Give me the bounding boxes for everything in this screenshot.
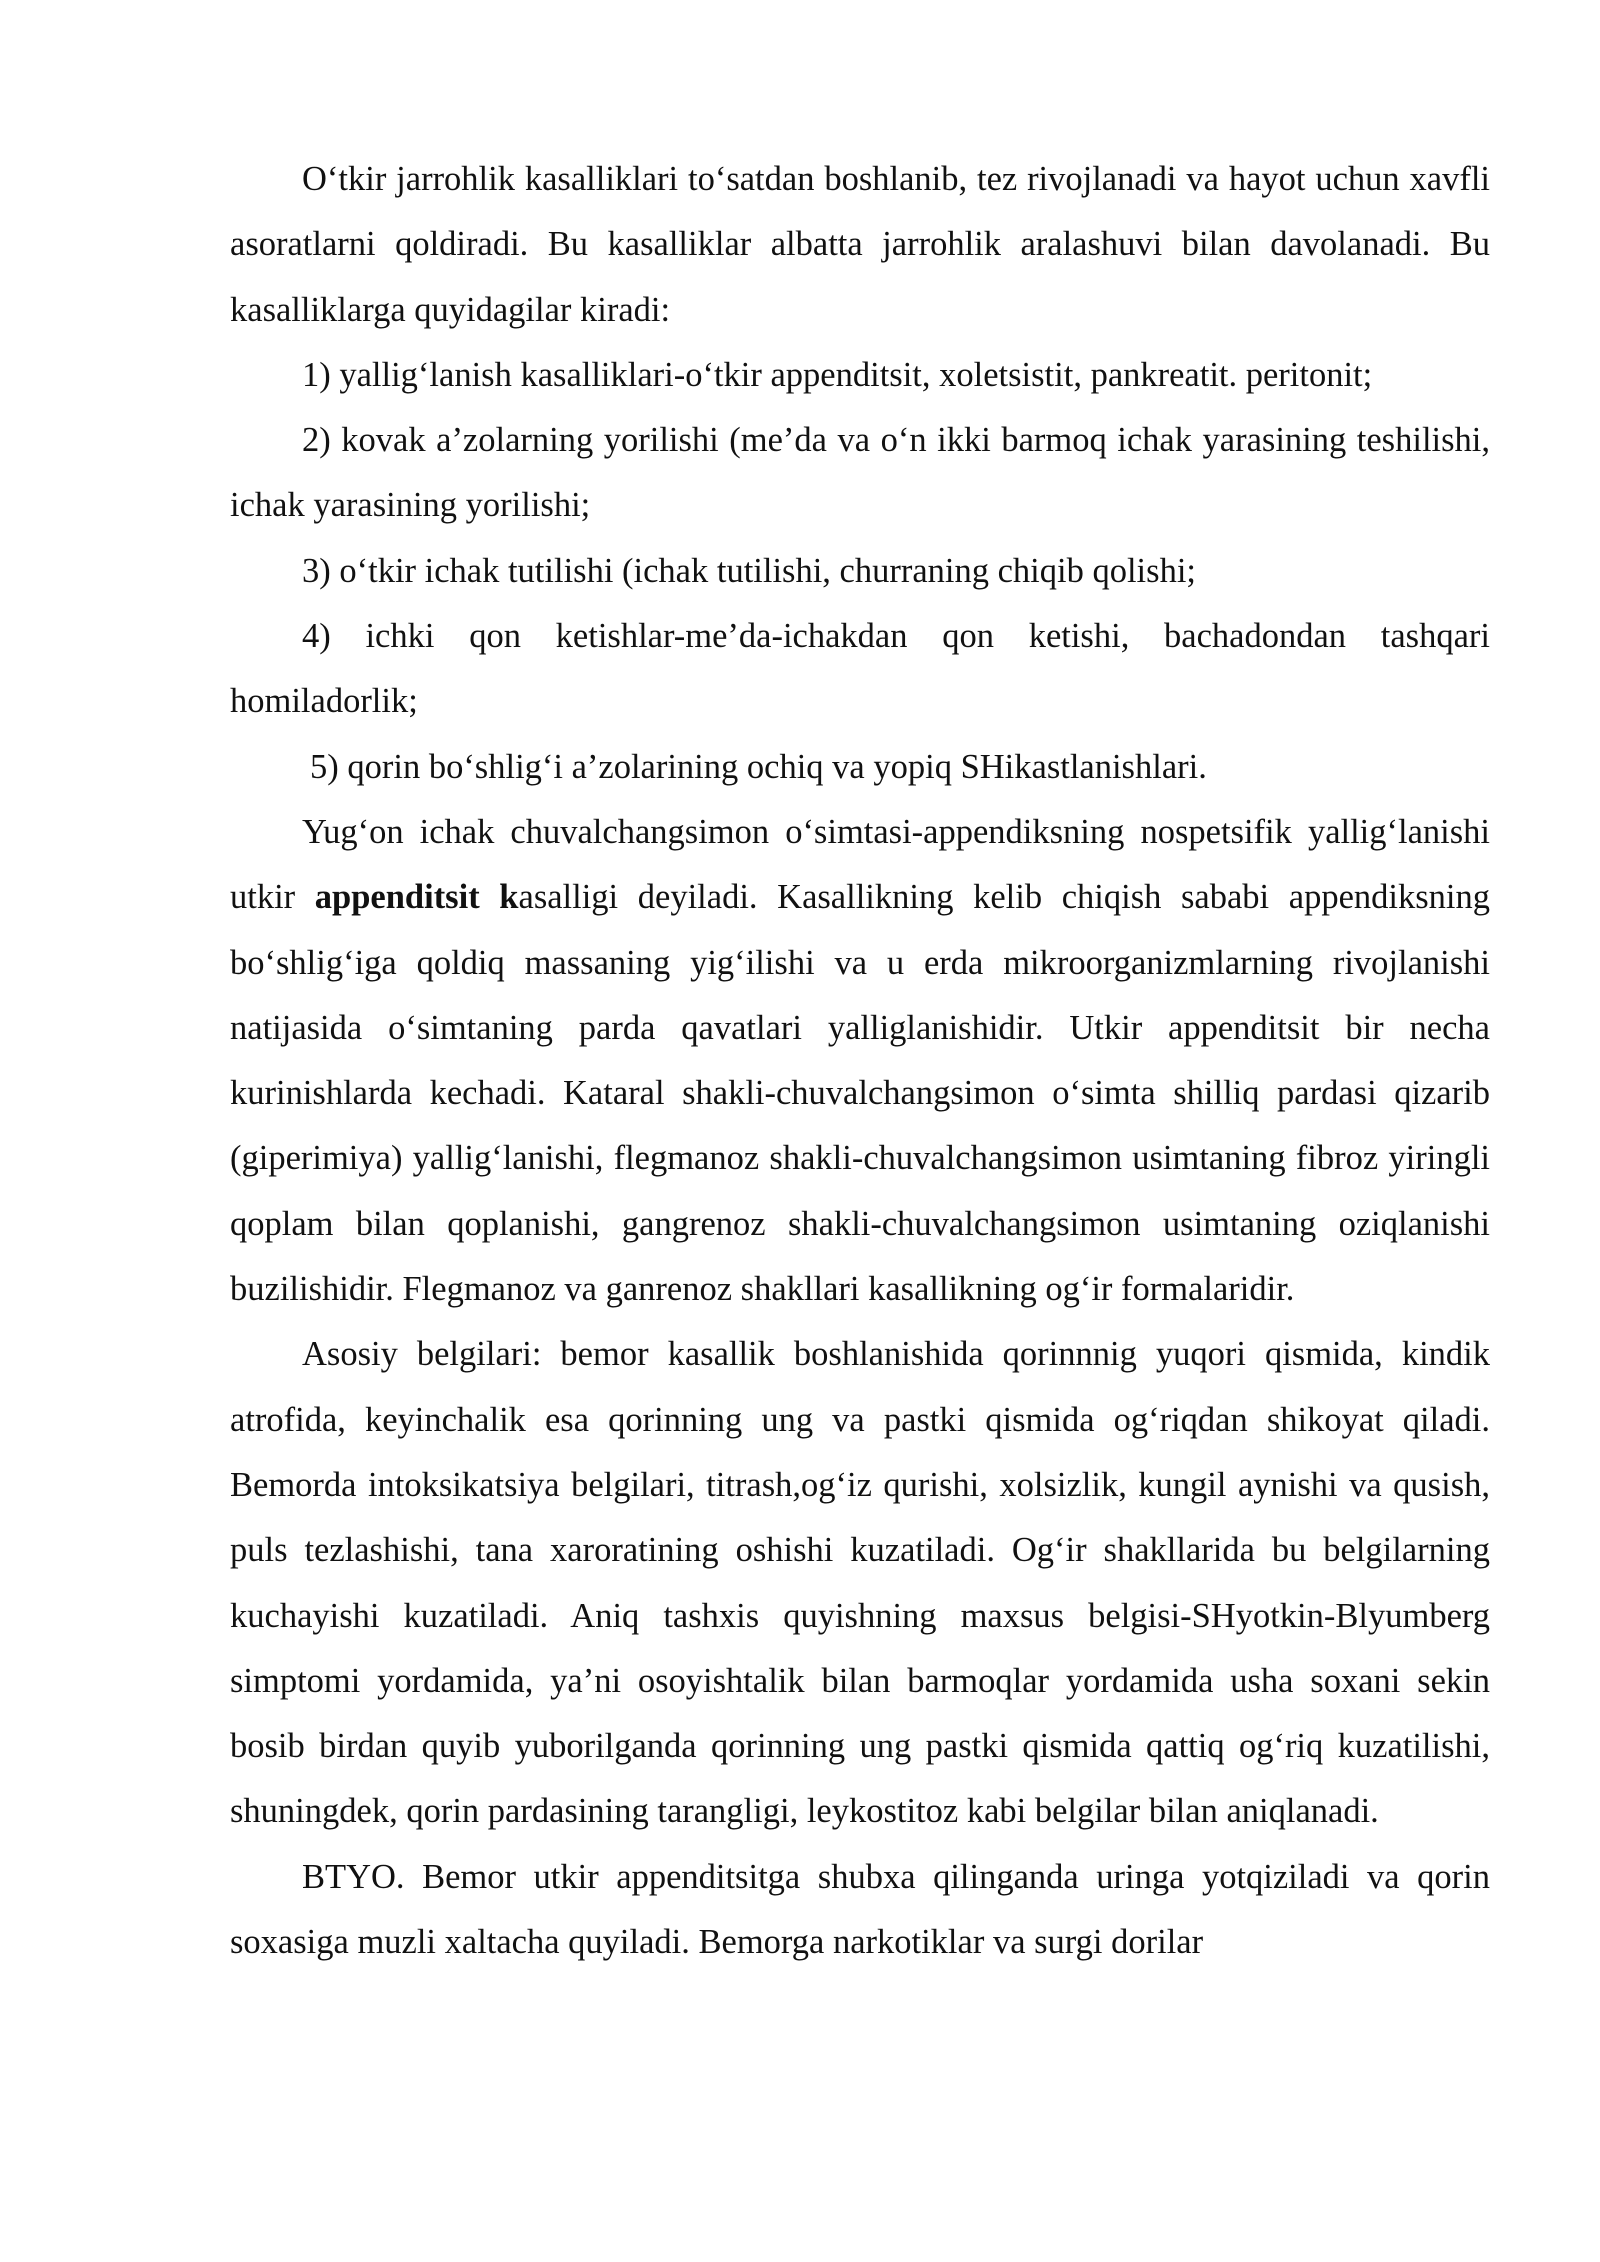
paragraph-btyo: BTYO. Bemor utkir appenditsitga shubxa qilinganda uringa yotqiziladi va qorin soxasiga muzli xaltacha quyiladi. Bemorga narkotiklar va surgi dorilar [230, 1857, 1490, 1962]
appendicitis-text-rest: asalligi deyiladi. Kasallikning kelib chiqish sababi appendiksning bo‘shlig‘iga qoldiq massaning yig‘ilishi va u erda mikroorganizmlarning rivojlanishi natijasida o‘simtaning parda qavatlari yalliglanishidir. Utkir appenditsit bir necha kurinishlarda kechadi. Kataral shakli-chuvalchangsimon o‘simta shilliq pardasi qizarib (giperimiya) yallig‘lanishi, flegmanoz shakli-chuvalchangsimon usimtaning fibroz yiringli qoplam bilan qoplanishi, gangrenoz shakli-chuvalchangsimon usimtaning oziqlanishi buzilishidir. Flegmanoz va ganrenoz shakllari kasallikning og‘ir formalaridir. [230, 878, 1490, 1309]
appendicitis-term-bold: appenditsit k [314, 878, 519, 917]
list-item-5: 5) qorin bo‘shlig‘i a’zolarining ochiq va yopiq SHikastlanishlari. [310, 747, 1207, 786]
list-item-4: 4) ichki qon ketishlar-me’da-ichakdan qon ketishi, bachadondan tashqari homiladorlik; [230, 617, 1490, 721]
list-item-2: 2) kovak a’zolarning yorilishi (me’da va o‘n ikki barmoq ichak yarasining teshilishi, ichak yarasining yorilishi; [230, 421, 1490, 525]
list-item-1: 1) yallig‘lanish kasalliklari-o‘tkir appenditsit, xoletsistit, pankreatit. peritonit; [302, 355, 1373, 394]
appendicitis-text-start: Yug‘on ichak chuvalchangsimon o‘simtasi-appendiksning nospetsifik yallig‘lanishi utkir [230, 812, 1490, 917]
list-item-3: 3) o‘tkir ichak tutilishi (ichak tutilishi, churraning chiqib qolishi; [302, 551, 1196, 590]
document-page [230, 147, 1490, 1975]
paragraph-symptoms: Asosiy belgilari: bemor kasallik boshlanishida qorinnnig yuqori qismida, kindik atrofida, keyinchalik esa qorinning ung va pastki qismida og‘riqdan shikoyat qiladi. Bemorda intoksikatsiya belgilari, titrash,og‘iz qurishi, xolsizlik, kungil aynishi va qusish, puls tezlashishi, tana xaroratining oshishi kuzatiladi. Og‘ir shakllarida bu belgilarning kuchayishi kuzatiladi. Aniq tashxis quyishning maxsus belgisi-SHyotkin-Blyumberg simptomi yordamida, ya’ni osoyishtalik bilan barmoqlar yordamida usha soxani sekin bosib birdan quyib yuborilganda qorinning ung pastki qismida qattiq og‘riq kuzatilishi, shuningdek, qorin pardasining tarangligi, leykostitoz kabi belgilar bilan aniqlanadi. [230, 1335, 1490, 1831]
paragraph-appendicitis [230, 800, 1490, 1322]
paragraph-intro: O‘tkir jarrohlik kasalliklari to‘satdan boshlanib, tez rivojlanadi va hayot uchun xavfli asoratlarni qoldiradi. Bu kasalliklar albatta jarrohlik aralashuvi bilan davolanadi. Bu kasalliklarga quyidagilar kiradi: [230, 160, 1490, 329]
